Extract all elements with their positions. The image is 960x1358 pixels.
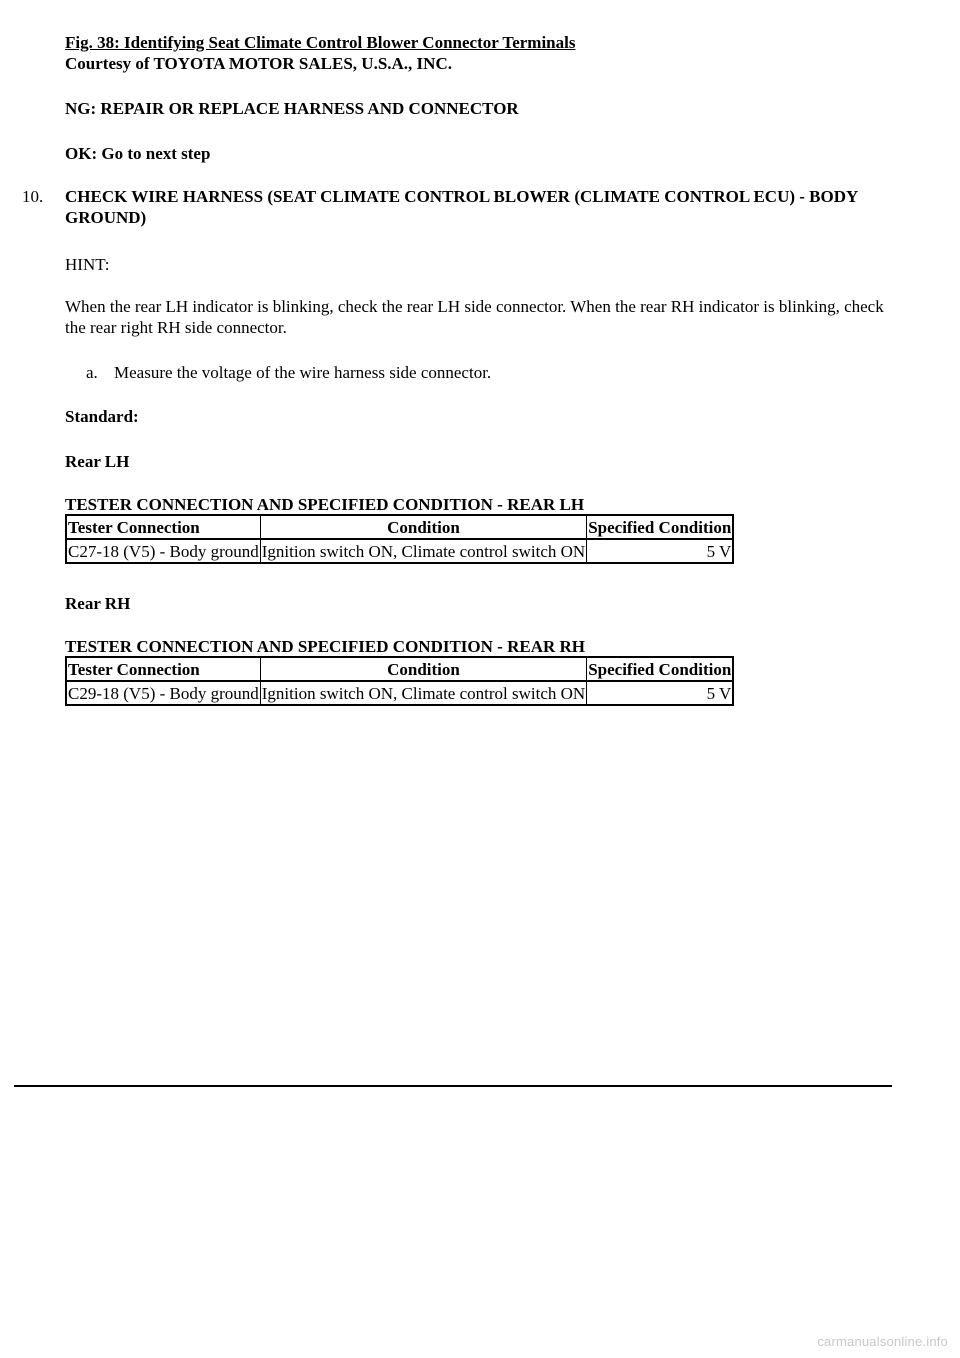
footer-divider [14,1085,892,1087]
standard-label: Standard: [65,407,139,426]
header-condition: Condition [260,515,586,539]
cell-specified-condition: 5 V [587,681,734,705]
header-specified-condition: Specified Condition [587,657,734,681]
hint-label: HINT: [65,255,110,274]
substep-text: Measure the voltage of the wire harness side connector. [114,363,492,382]
step-number: 10. [22,187,44,206]
header-condition: Condition [260,657,586,681]
spec-table-rear-lh [65,514,734,564]
table-header-row [66,515,733,539]
table-header-row [66,657,733,681]
figure-courtesy: Courtesy of TOYOTA MOTOR SALES, U.S.A., INC. [65,54,452,73]
watermark: carmanualsonline.info [817,1334,948,1349]
cell-condition: Ignition switch ON, Climate control switch ON [260,539,586,563]
cell-specified-condition: 5 V [587,539,734,563]
table-rh-title: TESTER CONNECTION AND SPECIFIED CONDITION - REAR RH [65,637,585,656]
hint-text: When the rear LH indicator is blinking, check the rear LH side connector. When the rear RH indicator is blinking, check the rear right RH side connector. [65,297,884,337]
cell-condition: Ignition switch ON, Climate control switch ON [260,681,586,705]
header-tester-connection: Tester Connection [66,657,260,681]
rear-lh-label: Rear LH [65,452,130,471]
table-row [66,539,733,563]
step-title: CHECK WIRE HARNESS (SEAT CLIMATE CONTROL BLOWER (CLIMATE CONTROL ECU) - BODY GROUND) [65,187,858,227]
table-row [66,681,733,705]
header-tester-connection: Tester Connection [66,515,260,539]
figure-caption: Fig. 38: Identifying Seat Climate Control Blower Connector Terminals [65,33,576,52]
substep-marker: a. [86,363,98,382]
table-lh-title: TESTER CONNECTION AND SPECIFIED CONDITION - REAR LH [65,495,585,514]
cell-tester-connection: C27-18 (V5) - Body ground [66,539,260,563]
header-specified-condition: Specified Condition [587,515,734,539]
result-ng: NG: REPAIR OR REPLACE HARNESS AND CONNECTOR [65,99,519,118]
cell-tester-connection: C29-18 (V5) - Body ground [66,681,260,705]
spec-table-rear-rh [65,656,734,706]
result-ok: OK: Go to next step [65,144,211,163]
rear-rh-label: Rear RH [65,594,131,613]
